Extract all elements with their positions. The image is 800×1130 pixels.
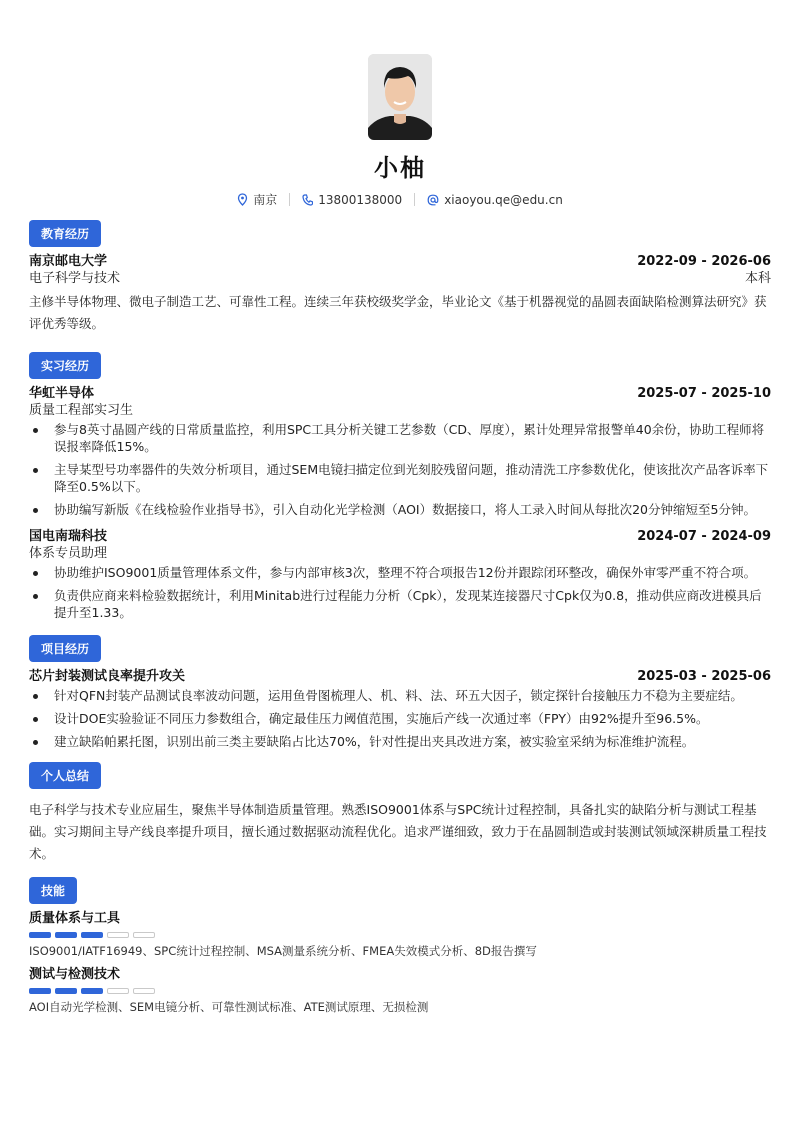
internship-entry (29, 385, 771, 518)
summary-text: 电子科学与技术专业应届生，聚焦半导体制造质量管理。熟悉ISO9001体系与SPC统计过程控制，具备扎实的缺陷分析与测试工程基础。实习期间主导产线良率提升项目，擅长通过数据驱动流程优化。追求严谨细致，致力于在晶圆制造或封装测试领域深耕质量工程技术。 (29, 802, 767, 861)
skill-item (29, 966, 771, 1014)
project-section-title: 项目经历 (29, 635, 101, 662)
education-period: 2022-09 - 2026-06 (637, 254, 771, 269)
list-item: 针对QFN封装产品测试良率波动问题，运用鱼骨图梳理人、机、料、法、环五大因子，锁定探针台接触压力不稳为主要症结。 (29, 687, 771, 704)
skill-level-bar (29, 988, 771, 994)
summary-section-title: 个人总结 (29, 762, 101, 789)
school-name: 南京邮电大学 (29, 254, 108, 269)
phone-icon (302, 194, 313, 206)
contact-phone (290, 193, 414, 207)
skill-item (29, 910, 771, 958)
candidate-name: 小柚 (374, 154, 426, 182)
skill-level-bar (29, 932, 771, 938)
list-item: 负责供应商来料检验数据统计，利用Minitab进行过程能力分析（Cpk），发现某连接器尺寸Cpk仅为0.8，推动供应商改进模具后提升至1.33。 (29, 587, 771, 621)
location-text: 南京 (253, 193, 278, 207)
skill-level-segment (55, 988, 77, 994)
internship-bullets (29, 564, 771, 621)
education-description: 主修半导体物理、微电子制造工艺、可靠性工程。连续三年获校级奖学金，毕业论文《基于机器视觉的晶圆表面缺陷检测算法研究》获评优秀等级。 (29, 294, 767, 331)
education-head (29, 253, 771, 270)
contact-email[interactable] (415, 193, 575, 207)
internship-section (29, 352, 771, 621)
list-item: 主导某型号功率器件的失效分析项目，通过SEM电镜扫描定位到光刻胶残留问题，推动清洗工序参数优化，使该批次产品客诉率下降至0.5%以下。 (29, 461, 771, 495)
list-item: 协助编写新版《在线检验作业指导书》，引入自动化光学检测（AOI）数据接口，将人工录入时间从每批次20分钟缩短至5分钟。 (29, 501, 771, 518)
internship-bullets (29, 421, 771, 518)
skill-level-segment (133, 988, 155, 994)
internship-period: 2025-07 - 2025-10 (637, 386, 771, 401)
at-sign-icon (427, 194, 439, 206)
email-text: xiaoyou.qe@edu.cn (444, 192, 563, 207)
skill-description: AOI自动光学检测、SEM电镜分析、可靠性测试标准、ATE测试原理、无损检测 (29, 1000, 429, 1014)
internship-section-title: 实习经历 (29, 352, 101, 379)
resume-header (0, 0, 800, 208)
company-name: 国电南瑞科技 (29, 529, 108, 544)
list-item: 设计DOE实验验证不同压力参数组合，确定最佳压力阈值范围，实施后产线一次通过率（FPY）由92%提升至96.5%。 (29, 710, 771, 727)
skill-level-segment (55, 932, 77, 938)
location-pin-icon (237, 193, 248, 206)
summary-section (29, 762, 771, 865)
education-section-title: 教育经历 (29, 220, 101, 247)
project-head (29, 668, 771, 685)
internship-role-line (29, 402, 771, 419)
skill-description: ISO9001/IATF16949、SPC统计过程控制、MSA测量系统分析、FMEA失效模式分析、8D报告撰写 (29, 944, 537, 958)
internship-role: 质量工程部实习生 (29, 403, 134, 418)
skills-section (29, 877, 771, 1014)
avatar (368, 54, 432, 140)
list-item: 协助维护ISO9001质量管理体系文件，参与内部审核3次，整理不符合项报告12份并跟踪闭环整改，确保外审零严重不符合项。 (29, 564, 771, 581)
internship-period: 2024-07 - 2024-09 (637, 529, 771, 544)
education-sub (29, 270, 771, 287)
skill-level-segment (133, 932, 155, 938)
major: 电子科学与技术 (29, 271, 121, 286)
list-item: 建立缺陷帕累托图，识别出前三类主要缺陷占比达70%，针对性提出夹具改进方案，被实验室采纳为标准维护流程。 (29, 733, 771, 750)
skill-level-segment (29, 932, 51, 938)
project-period: 2025-03 - 2025-06 (637, 669, 771, 684)
skills-section-title: 技能 (29, 877, 77, 904)
degree: 本科 (744, 271, 771, 286)
skill-level-segment (107, 932, 129, 938)
project-section (29, 635, 771, 750)
internship-role: 体系专员助理 (29, 546, 108, 561)
internship-entry (29, 528, 771, 621)
skill-level-segment (29, 988, 51, 994)
contact-line (0, 191, 800, 208)
internship-role-line (29, 545, 771, 562)
contact-location (225, 191, 289, 208)
internship-head (29, 528, 771, 545)
resume-content (29, 220, 771, 1014)
skill-name: 测试与检测技术 (29, 967, 121, 982)
education-section (29, 220, 771, 335)
skill-level-segment (81, 988, 103, 994)
skill-level-segment (81, 932, 103, 938)
skill-name: 质量体系与工具 (29, 911, 121, 926)
list-item: 参与8英寸晶圆产线的日常质量监控，利用SPC工具分析关键工艺参数（CD、厚度），累计处理异常报警单40余份，协助工程师将误报率降低15%。 (29, 421, 771, 455)
internship-head (29, 385, 771, 402)
phone-text: 13800138000 (318, 192, 403, 207)
project-bullets (29, 687, 771, 750)
project-name: 芯片封装测试良率提升攻关 (29, 669, 186, 684)
skill-level-segment (107, 988, 129, 994)
company-name: 华虹半导体 (29, 386, 95, 401)
